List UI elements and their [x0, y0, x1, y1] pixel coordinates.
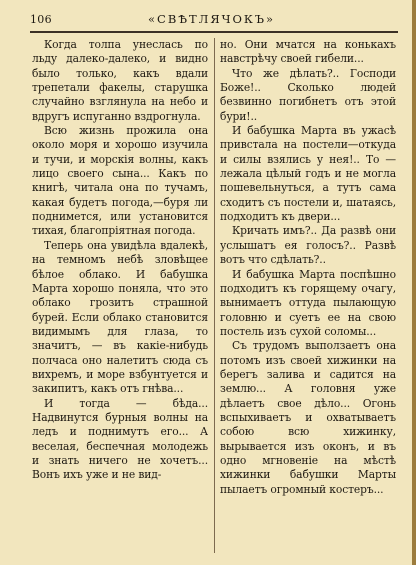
paragraph: Всю жизнь прожила она около моря и хорошо изучила и тучи, и морскія волны, какъ лицо своего сына... Какъ по книгѣ, читала она по тучамъ, какая будетъ погода,—буря ли поднимется, или установится тихая, благопріятная погода.: [32, 124, 208, 238]
right-column: [220, 38, 396, 558]
paragraph: Что же дѣлать?.. Господи Боже!.. Сколько людей безвинно погибнетъ отъ этой бури!..: [220, 66, 396, 123]
column-divider: [214, 38, 215, 553]
paragraph: И бабушка Марта поспѣшно подходитъ къ горящему очагу, вынимаетъ оттуда пылающую головню и суетъ ее на свою постель изъ сухой соломы...: [220, 267, 396, 338]
paragraph: Кричать имъ?.. Да развѣ они услышатъ ея голосъ?.. Развѣ вотъ что сдѣлать?..: [220, 224, 396, 267]
text-columns: [30, 38, 398, 558]
page-number: 106: [30, 13, 52, 26]
paragraph: И бабушка Марта въ ужасѣ привстала на постели—откуда и силы взялись у нея!.. То — лежала цѣлый годъ и не могла пошевельнуться, а тутъ сама сходитъ съ постели и, шатаясь, подходитъ къ двери...: [220, 124, 396, 224]
header-rule: [30, 31, 398, 33]
running-title: «СВѢТЛЯЧОКЪ»: [148, 12, 275, 26]
paragraph: но. Они мчатся на конькахъ навстрѣчу своей гибели...: [220, 38, 396, 66]
paragraph: И тогда — бѣда... Надвинутся бурныя волны на ледъ и поднимутъ его... А веселая, беспечная молодежь и знать ничего не хочетъ... Вонъ ихъ уже и не вид-: [32, 396, 208, 482]
paragraph: Съ трудомъ выползаетъ она потомъ изъ своей хижинки на берегъ залива и садится на землю... А головня уже дѣлаетъ свое дѣло... Огонь вспыхиваетъ и охватываетъ собою всю хижинку, вырывается изъ оконъ, и въ одно мгновеніе на мѣстѣ хижинки бабушки Марты пылаетъ огромный костеръ...: [220, 339, 396, 496]
page-header: [30, 10, 398, 30]
paragraph: Теперь она увидѣла вдалекѣ, на темномъ небѣ зловѣщее бѣлое облако. И бабушка Марта хорошо поняла, что это облако грозитъ страшной бурей. Если облако становится видимымъ для глаза, то значитъ, — въ какіе-нибудь полчаса оно налетитъ сюда съ вихремъ, и море взбунтуется и закипитъ, какъ отъ гнѣва...: [32, 238, 208, 396]
paragraph: Когда толпа унеслась по льду далеко-далеко, и видно было только, какъ вдали трепетали факелы, старушка случайно взглянула на небо и вдругъ испуганно вздрогнула.: [32, 38, 208, 123]
left-column: [32, 38, 208, 558]
